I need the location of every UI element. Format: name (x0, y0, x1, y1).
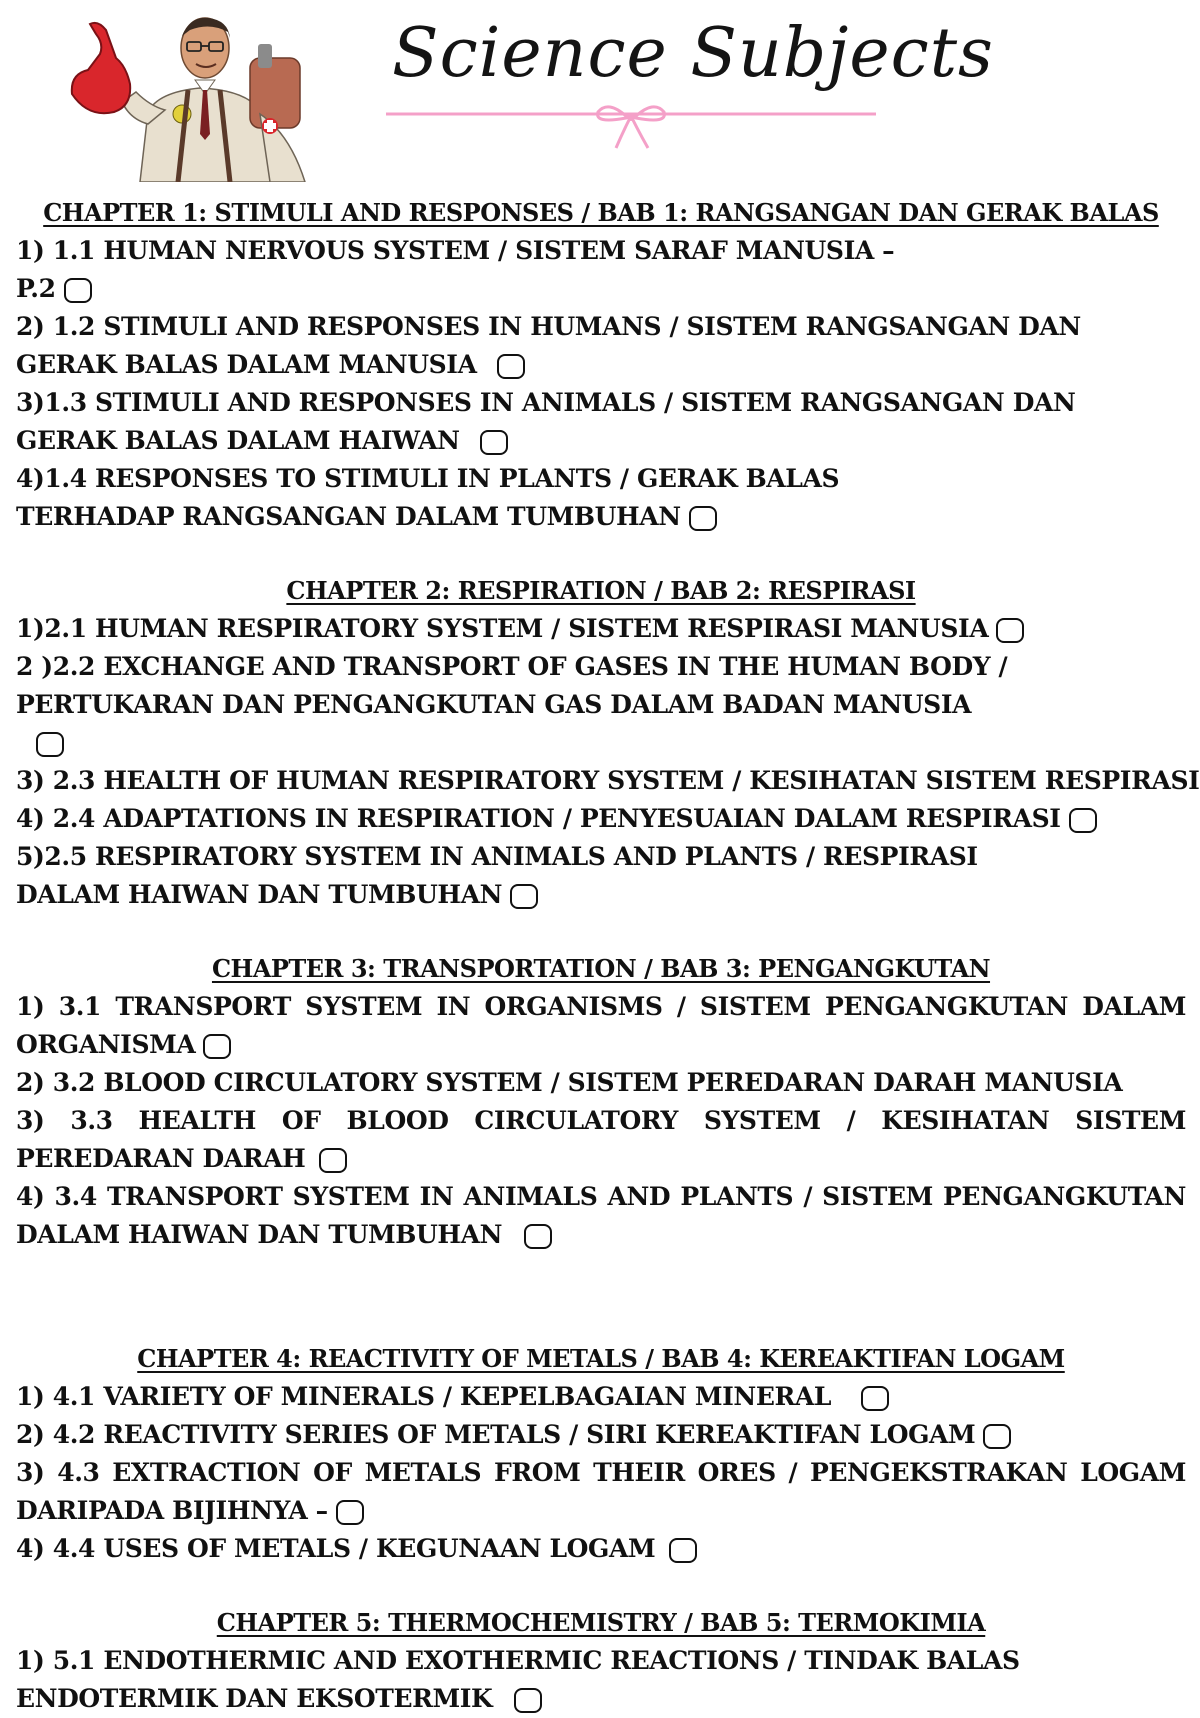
checkbox[interactable] (1069, 808, 1097, 833)
chapter-title: CHAPTER 4: REACTIVITY OF METALS / BAB 4: KEREAKTIFAN LOGAM (137, 1344, 1065, 1373)
checkbox[interactable] (524, 1224, 552, 1249)
chapter-3 (16, 950, 1186, 1254)
topic-item (16, 610, 1186, 648)
chapter-2 (16, 572, 1200, 914)
topic-item (16, 232, 896, 308)
topic-item (16, 1530, 1186, 1568)
topic-label: 3)1.3 STIMULI AND RESPONSES IN ANIMALS / SISTEM RANGSANGAN DAN GERAK BALAS DALAM HAIWAN (16, 388, 1076, 455)
topic-label: 1)2.1 HUMAN RESPIRATORY SYSTEM / SISTEM RESPIRASI MANUSIA (16, 614, 989, 643)
topic-label: 2) 4.2 REACTIVITY SERIES OF METALS / SIRI KEREAKTIFAN LOGAM (16, 1420, 976, 1449)
topic-label: 1) 5.1 ENDOTHERMIC AND EXOTHERMIC REACTIONS / TINDAK BALAS ENDOTERMIK DAN EKSOTERMIK (16, 1646, 1020, 1713)
checkbox[interactable] (514, 1688, 542, 1713)
chapter-title: CHAPTER 2: RESPIRATION / BAB 2: RESPIRASI (286, 576, 916, 605)
ribbon-divider-icon (386, 104, 876, 154)
checkbox[interactable] (480, 430, 508, 455)
checkbox[interactable] (983, 1424, 1011, 1449)
checkbox[interactable] (497, 354, 525, 379)
topic-item (16, 988, 1186, 1064)
chapter-title: CHAPTER 1: STIMULI AND RESPONSES / BAB 1: RANGSANGAN DAN GERAK BALAS (43, 198, 1159, 227)
topic-label: 1) 3.1 TRANSPORT SYSTEM IN ORGANISMS / SISTEM PENGANGKUTAN DALAM ORGANISMA (16, 992, 1186, 1059)
checkbox[interactable] (64, 278, 92, 303)
topic-label: 5)2.5 RESPIRATORY SYSTEM IN ANIMALS AND PLANTS / RESPIRASI DALAM HAIWAN DAN TUMBUHAN (16, 842, 978, 909)
checkbox[interactable] (861, 1386, 889, 1411)
topic-item (16, 762, 1200, 800)
topic-item (16, 1416, 1186, 1454)
topic-item (16, 1178, 1186, 1254)
chapter-1 (16, 194, 1186, 536)
topic-label: 2) 3.2 BLOOD CIRCULATORY SYSTEM / SISTEM PEREDARAN DARAH MANUSIA (16, 1068, 1123, 1097)
checkbox[interactable] (689, 506, 717, 531)
page-title: Science Subjects (392, 14, 994, 93)
topic-item (16, 1064, 1186, 1102)
chapter-title: CHAPTER 5: THERMOCHEMISTRY / BAB 5: TERMOKIMIA (216, 1608, 986, 1637)
topic-label: 1) 4.1 VARIETY OF MINERALS / KEPELBAGAIAN MINERAL (16, 1382, 832, 1411)
checkbox[interactable] (36, 732, 64, 757)
medic-mascot-illustration (70, 14, 340, 182)
chapter-title: CHAPTER 3: TRANSPORTATION / BAB 3: PENGANGKUTAN (211, 954, 991, 983)
topic-label: 2) 1.2 STIMULI AND RESPONSES IN HUMANS / SISTEM RANGSANGAN DAN GERAK BALAS DALAM MANUSIA (16, 312, 1081, 379)
topic-label: 3) 4.3 EXTRACTION OF METALS FROM THEIR ORES / PENGEKSTRAKAN LOGAM DARIPADA BIJIHNYA – (16, 1458, 1186, 1525)
chapter-list (16, 194, 1200, 1718)
checkbox[interactable] (336, 1500, 364, 1525)
topic-item (16, 800, 1186, 838)
topic-item (16, 1102, 1186, 1178)
topic-item (16, 648, 1016, 762)
checkbox[interactable] (203, 1034, 231, 1059)
topic-label: 1) 1.1 HUMAN NERVOUS SYSTEM / SISTEM SARAF MANUSIA – P.2 (16, 236, 895, 303)
checkbox[interactable] (996, 618, 1024, 643)
checkbox[interactable] (669, 1538, 697, 1563)
chapter-5 (16, 1604, 1186, 1718)
checkbox[interactable] (510, 884, 538, 909)
topic-label: 4)1.4 RESPONSES TO STIMULI IN PLANTS / GERAK BALAS TERHADAP RANGSANGAN DALAM TUMBUHAN (16, 464, 840, 531)
topic-label: 2 )2.2 EXCHANGE AND TRANSPORT OF GASES IN THE HUMAN BODY / PERTUKARAN DAN PENGANGKUTAN GAS DALAM BADAN MANUSIA (16, 652, 1008, 719)
topic-label: 4) 2.4 ADAPTATIONS IN RESPIRATION / PENYESUAIAN DALAM RESPIRASI (16, 804, 1061, 833)
topic-label: 4) 4.4 USES OF METALS / KEGUNAAN LOGAM (16, 1534, 656, 1563)
topic-item (16, 1642, 1026, 1718)
topic-item (16, 308, 1116, 384)
topic-item (16, 838, 1076, 914)
topic-label: 4) 3.4 TRANSPORT SYSTEM IN ANIMALS AND PLANTS / SISTEM PENGANGKUTAN DALAM HAIWAN DAN TUMBUHAN (16, 1182, 1186, 1249)
topic-item (16, 384, 1116, 460)
topic-item (16, 460, 976, 536)
page-header (0, 0, 1200, 190)
checkbox[interactable] (319, 1148, 347, 1173)
chapter-4 (16, 1340, 1186, 1568)
topic-label: 3) 2.3 HEALTH OF HUMAN RESPIRATORY SYSTEM / KESIHATAN SISTEM RESPIRASI (16, 766, 1200, 795)
topic-item (16, 1378, 1186, 1416)
topic-item (16, 1454, 1186, 1530)
topic-label: 3) 3.3 HEALTH OF BLOOD CIRCULATORY SYSTEM / KESIHATAN SISTEM PEREDARAN DARAH (16, 1106, 1186, 1173)
